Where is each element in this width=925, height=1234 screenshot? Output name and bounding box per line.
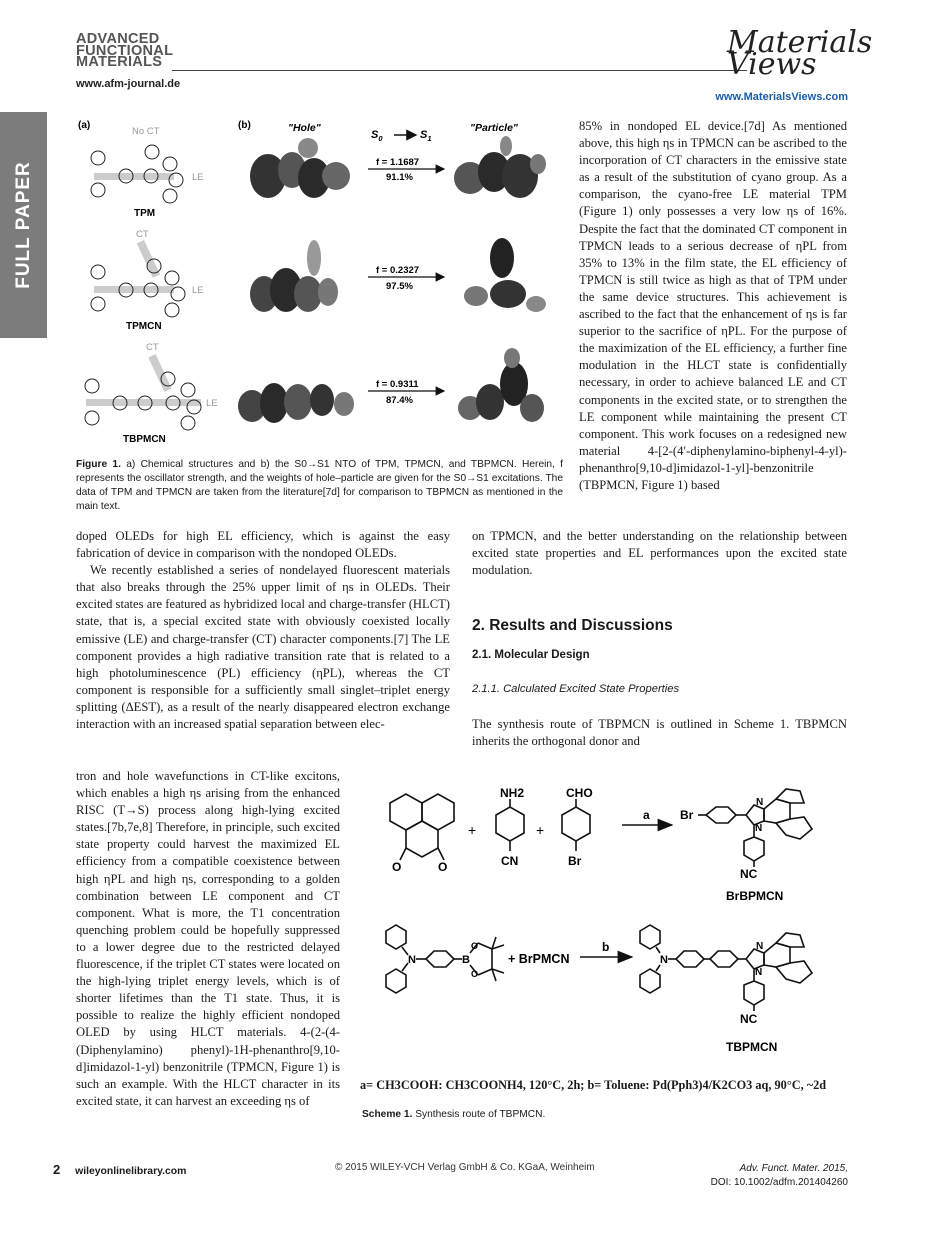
- side-tab: FULL PAPER: [0, 112, 47, 338]
- aldehyde-label: CHO: [566, 786, 593, 800]
- phenanthrene-ring: [181, 416, 195, 430]
- nto-particle-tpm: [454, 136, 546, 198]
- molecule-name: TBPMCN: [123, 434, 166, 445]
- paragraph: doped OLEDs for high EL efficiency, which is against the easy fabrication of device in comparison with the nondoped OLEDs.: [76, 529, 450, 561]
- phenanthrenequinone: [390, 794, 454, 860]
- mid-column-text: on TPMCN, and the better understanding on the relationship between excited state properties and EL performances upon the excited state modulation.: [472, 529, 847, 578]
- phenyl-ring: [91, 265, 105, 279]
- oxygen-label: O: [471, 969, 479, 979]
- nitrile-label: NC: [740, 867, 758, 881]
- scheme-1: [360, 785, 850, 1075]
- section-paragraph: The synthesis route of TBPMCN is outlined in Scheme 1. TBPMCN inherits the orthogonal donor and: [472, 717, 847, 749]
- nto-hole-tpm: [250, 138, 350, 198]
- bromine-label: Br: [680, 808, 694, 822]
- phenyl-ring: [85, 411, 99, 425]
- phenanthrene-ring: [163, 189, 177, 203]
- section-heading: 2. Results and Discussions: [472, 617, 673, 634]
- nitrile-label: NC: [740, 1012, 758, 1026]
- journal-logo: ADVANCED FUNCTIONAL MATERIALS: [76, 31, 174, 70]
- right-column-text: 85% in nondoped EL device.[7d] As mentioned above, this high ηs in TPMCN can be ascribed to the incorporation of CT characters in the emissive state as a result of the substitution of cyano group. As a comparison, the cyano-free LE material TPM (Figure 1) only possesses a very low ηs of 16%. Despite the fact that the dominated CT component in TPMCN leads to a serious decrease of ηPL from 35% to 13% in the film state, the EL efficiency of TPMCN is still twice as high as that of TPM under the same device structures. This achievement is ascribed to the fact that the enhancement of ηs is far superior to the sacrifice of ηPL. For the purpose of the maximization of the EL efficiency, a further fine modulation in the HLCT state is confidentially necessary, in order to achieve balanced LE and CT components in the excited state, or to strengthen the LE component while maintaining the present CT component. This work focuses on a redesigned new material 4-[2-(4′-diphenylamino-biphenyl-4-yl)-phenanthro[9,10-d]imidazol-1-yl]-benzonitrile (TBPMCN, Figure 1) based: [579, 119, 847, 492]
- le-band: [94, 286, 174, 293]
- publisher-url[interactable]: www.MaterialsViews.com: [715, 91, 848, 103]
- boron-label: B: [462, 954, 470, 966]
- footer-right: [711, 1162, 848, 1190]
- product-1-name: BrBPMCN: [726, 889, 784, 903]
- molecule-tpmcn: [91, 229, 204, 332]
- nitrogen-label: N: [755, 823, 763, 834]
- page-number: 2: [53, 1162, 61, 1177]
- oscillator-strength: f = 0.2327: [376, 265, 420, 276]
- figure-1-caption: [76, 458, 563, 514]
- svg-text:S0: $S_0$: [371, 129, 383, 143]
- citation: Adv. Funct. Mater. 2015,: [739, 1163, 848, 1174]
- left-column-continued: [76, 768, 340, 1110]
- molecule-name: TPMCN: [126, 321, 162, 332]
- phenyl-ring: [91, 183, 105, 197]
- arrow-a-label: a: [643, 808, 650, 822]
- copyright: © 2015 WILEY-VCH Verlag GmbH & Co. KGaA, Weinheim: [335, 1162, 595, 1173]
- oxygen-label: O: [471, 941, 479, 951]
- caption-label: Scheme 1.: [362, 1109, 413, 1120]
- molecule-name: TPM: [134, 208, 156, 219]
- tag-ct: CT: [146, 342, 159, 353]
- nitrogen-label: N: [755, 967, 763, 978]
- le-band: [86, 399, 201, 406]
- tag-ct: CT: [136, 229, 149, 240]
- triphenylamine-boronate: [386, 925, 504, 993]
- tag-no-ct: No CT: [132, 126, 160, 137]
- panel-a-label: (a): [78, 120, 91, 131]
- phenanthrene-ring: [165, 303, 179, 317]
- plus-sign: +: [536, 822, 545, 838]
- tag-le: LE: [192, 285, 204, 296]
- header-rule: [172, 70, 747, 71]
- phenyl-ring: [145, 145, 159, 159]
- nitrogen-label: N: [756, 797, 764, 808]
- phenyl-ring: [91, 297, 105, 311]
- caption-label: Figure 1.: [76, 459, 121, 470]
- product-2-name: TBPMCN: [726, 1040, 778, 1054]
- doi[interactable]: DOI: 10.1002/adfm.201404260: [710, 1177, 848, 1188]
- paragraph: tron and hole wavefunctions in CT-like excitons, which enables a high ηs arising from the enhanced RISC (T→S) process along high-lying excited states.[7b,7e,8] Therefore, in principle, such excited state property could harvest the maximized EL efficiency from a compatible coexistence between high ηPL and high ηs, corresponding to a golden combination between LE component and CT component. What is more, the T1 concentration quenching problem could be hopefully suppressed to a lower degree due to the restricted delayed fluorescence, if the triplet CT states were located on the high-lying triplet energy levels, which is of shorter lifetimes than the T1 state. Thus, it is possible to realize the highly efficient nondoped OLED by using HLCT materials. 4-(2-(4-(Diphenylamino) phenyl)-1H-phenanthro[9,10-d]imidazol-1-yl) benzonitrile (TPMCN, Figure 1) is such an example. With the HLCT character in its excited state, it can harvest an exceeding ηs of: [76, 769, 340, 1108]
- phenyl-ring: [85, 379, 99, 393]
- oscillator-strength: f = 1.1687: [376, 157, 420, 168]
- site-link[interactable]: wileyonlinelibrary.com: [75, 1166, 187, 1177]
- particle-label: "Particle": [470, 122, 518, 134]
- scheme-1-caption: [362, 1109, 545, 1120]
- tbpmcn-structure: [640, 925, 812, 1011]
- tag-le: LE: [192, 172, 204, 183]
- oxygen-label: O: [438, 860, 448, 874]
- publisher-logo: Materials Views: [727, 25, 873, 82]
- reaction-conditions: a= CH3COOH: CH3COONH4, 120°C, 2h; b= Toluene: Pd(Pph3)4/K2CO3 aq, 90°C, ~2d: [360, 1078, 827, 1092]
- journal-url[interactable]: www.afm-journal.de: [76, 78, 181, 90]
- molecule-tbpmcn: [85, 342, 218, 445]
- panel-b-label: (b): [238, 120, 251, 131]
- transition-info-tbpmcn: [368, 379, 444, 406]
- nto-particle-tpmcn: [464, 238, 546, 312]
- caption-text: Synthesis route of TBPMCN.: [415, 1109, 546, 1120]
- hole-particle-weight: 87.4%: [386, 395, 413, 406]
- amine-label: NH2: [500, 786, 525, 800]
- transition-info-tpmcn: [368, 265, 444, 292]
- aminobenzonitrile: [496, 799, 524, 851]
- svg-text:S1: $S_1$: [420, 129, 432, 143]
- hole-particle-weight: 97.5%: [386, 281, 413, 292]
- phenanthrene-ring: [163, 157, 177, 171]
- hole-particle-weight: 91.1%: [386, 172, 413, 183]
- figure-1: [76, 118, 566, 453]
- nto-hole-tpmcn: [250, 240, 338, 312]
- footer-left: [53, 1162, 186, 1177]
- bromine-label: Br: [568, 854, 582, 868]
- nto-particle-tbpmcn: [458, 348, 544, 422]
- plus-sign: +: [468, 822, 477, 838]
- phenanthrene-ring: [181, 383, 195, 397]
- nitrogen-label: N: [756, 941, 764, 952]
- reactant-brpmcn: + BrPMCN: [508, 952, 570, 966]
- phenyl-ring: [91, 151, 105, 165]
- phenanthrene-ring: [171, 287, 185, 301]
- subsubsection-heading: 2.1.1. Calculated Excited State Properties: [472, 683, 680, 695]
- tag-le: LE: [206, 398, 218, 409]
- nto-hole-tbpmcn: [238, 383, 354, 423]
- nitrogen-label: N: [408, 954, 416, 966]
- le-band: [94, 173, 174, 180]
- bromobenzaldehyde: [562, 799, 590, 851]
- molecule-tpm: [91, 126, 204, 219]
- arrow-b-label: b: [602, 940, 610, 954]
- transition-info-tpm: [368, 157, 444, 183]
- phenanthrene-ring: [165, 271, 179, 285]
- cyano-label: CN: [501, 854, 519, 868]
- left-column-text: [76, 528, 450, 733]
- hole-label: "Hole": [288, 122, 321, 134]
- nitrogen-label: N: [660, 954, 668, 966]
- paragraph: We recently established a series of nondelayed fluorescent materials that also breaks through the 25% upper limit of ηs in OLEDs. Their excited states are featured as hybridized local and charge-transfer (HLCT) state, that is, a special excited state with obviously coexisted locally emissive (LE) and charge-transfer (CT) character components.[7] The LE component provides a high radiative transition rate that is related to a high photoluminescence (PL) efficiency (ηPL), whereas the CT component is responsible for a sufficiently small singlet–triplet energy splitting (ΔEST), as a result of the nearly disappeared electron exchange interaction with an increased spatial separation between elec-: [76, 563, 450, 732]
- caption-text: a) Chemical structures and b) the S0→S1 NTO of TPM, TPMCN, and TBPMCN. Herein, f represents the oscillator strength, and the weights of hole–particle are given for the S0→S1 excitations. The data of TPM and TPMCN are taken from the literature[7d] for comparison to TBPMCN as mentioned in the main text.: [76, 459, 563, 512]
- scheme-1-graphic: [360, 785, 850, 1075]
- oxygen-label: O: [392, 860, 402, 874]
- figure-1-graphic: [76, 118, 566, 453]
- subsection-heading: 2.1. Molecular Design: [472, 649, 590, 661]
- transition-label: [371, 129, 432, 143]
- oscillator-strength: f = 0.9311: [376, 379, 419, 390]
